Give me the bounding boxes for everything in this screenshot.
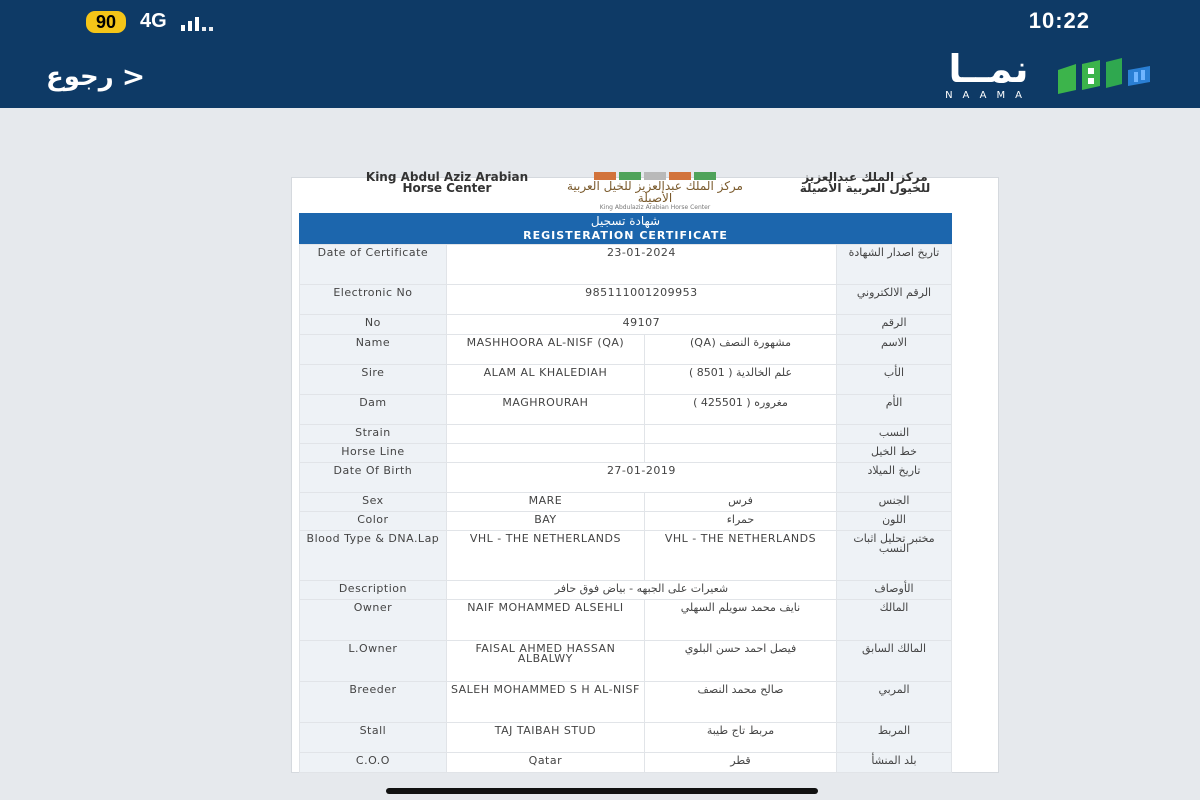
row-value-en: MAGHROURAH	[446, 395, 644, 425]
row-label-en: Name	[300, 335, 447, 365]
row-value-en	[446, 425, 644, 444]
brand-name-ar: نمــا	[948, 47, 1029, 91]
row-value-ar: قطر	[644, 753, 836, 773]
row-label-en: Sex	[300, 493, 447, 512]
status-time: 10:22	[1028, 8, 1090, 33]
row-label-en: Electronic No	[300, 285, 447, 315]
row-value-ar: مربط تاج طيبة	[644, 723, 836, 753]
row-label-en: Stall	[300, 723, 447, 753]
row-label-ar: الأوصاف	[836, 581, 951, 600]
certificate-header	[292, 170, 998, 212]
row-value-ar	[644, 425, 836, 444]
chevron-right-icon: >	[121, 60, 146, 93]
org-logo	[550, 172, 760, 211]
certificate-table	[299, 244, 952, 773]
row-value-en: MARE	[446, 493, 644, 512]
row-label-ar: الأب	[836, 365, 951, 395]
battery-indicator: 90	[86, 11, 126, 33]
row-label-ar: اللون	[836, 512, 951, 531]
row-label-en: No	[300, 315, 447, 335]
table-row	[300, 335, 952, 365]
row-value-ar: مغروره ( 425501 )	[644, 395, 836, 425]
row-value-ar	[644, 444, 836, 463]
row-value-en: MASHHOORA AL-NISF (QA)	[446, 335, 644, 365]
row-value-en	[446, 444, 644, 463]
table-row	[300, 512, 952, 531]
row-label-ar: الاسم	[836, 335, 951, 365]
org-name-en: King Abdul Aziz Arabian Horse Center	[365, 170, 529, 195]
row-label-en: Strain	[300, 425, 447, 444]
table-row	[300, 463, 952, 493]
table-row	[300, 425, 952, 444]
certificate-document	[292, 170, 998, 772]
row-label-ar: الرقم	[836, 315, 951, 335]
row-label-ar: النسب	[836, 425, 951, 444]
row-label-ar: بلد المنشأ	[836, 753, 951, 773]
row-value-ar: علم الخالدية ( 8501 )	[644, 365, 836, 395]
row-value: 49107	[446, 315, 836, 335]
row-label-ar: المربي	[836, 682, 951, 723]
row-value-en: NAIF MOHAMMED ALSEHLI	[446, 600, 644, 641]
brand-wordmark	[945, 47, 1032, 101]
certificate-title	[299, 213, 952, 245]
row-label-ar: المربط	[836, 723, 951, 753]
row-label-en: Sire	[300, 365, 447, 395]
table-row	[300, 365, 952, 395]
back-label: رجوع	[46, 61, 114, 92]
table-row	[300, 600, 952, 641]
table-row	[300, 581, 952, 600]
home-indicator[interactable]	[386, 788, 818, 794]
row-value-ar: فيصل احمد حسن البلوي	[644, 641, 836, 682]
table-row	[300, 641, 952, 682]
row-label-en: Owner	[300, 600, 447, 641]
row-label-en: L.Owner	[300, 641, 447, 682]
table-row	[300, 395, 952, 425]
signal-icon	[181, 13, 213, 31]
row-value-ar: صالح محمد النصف	[644, 682, 836, 723]
certificate-title-ar: شهادة تسجيل	[590, 214, 661, 228]
row-value-en: FAISAL AHMED HASSAN ALBALWY	[446, 641, 644, 682]
row-value: 985111001209953	[446, 285, 836, 315]
table-row	[300, 531, 952, 581]
table-row	[300, 444, 952, 463]
row-label-en: Description	[300, 581, 447, 600]
row-value-ar: فرس	[644, 493, 836, 512]
org-name-ar-center: مركز الملك عبدالعزيز للخيل العربية الأصيلة	[567, 179, 743, 205]
row-value-ar: مشهورة النصف (QA)	[644, 335, 836, 365]
certificate-title-en: REGISTERATION CERTIFICATE	[523, 229, 728, 242]
status-bar	[86, 10, 213, 33]
table-row	[300, 315, 952, 335]
row-value-en: VHL - THE NETHERLANDS	[446, 531, 644, 581]
row-label-ar: المالك	[836, 600, 951, 641]
row-label-ar: الرقم الالكتروني	[836, 285, 951, 315]
row-label-en: Breeder	[300, 682, 447, 723]
naama-logo-icon	[1056, 56, 1152, 96]
table-row	[300, 285, 952, 315]
brand	[945, 47, 1152, 101]
row-label-ar: الأم	[836, 395, 951, 425]
row-label-en: Date Of Birth	[300, 463, 447, 493]
row-value-en: ALAM AL KHALEDIAH	[446, 365, 644, 395]
row-label-ar: خط الخيل	[836, 444, 951, 463]
org-name-en-small: King Abdulaziz Arabian Horse Center	[599, 204, 711, 211]
row-value-en: SALEH MOHAMMED S H AL-NISF	[446, 682, 644, 723]
row-label-ar: مختبر تحليل اثبات النسب	[836, 531, 951, 581]
table-row	[300, 723, 952, 753]
row-label-en: Dam	[300, 395, 447, 425]
row-value: شعيرات على الجبهه - بياض فوق حافر	[446, 581, 836, 600]
row-label-en: C.O.O	[300, 753, 447, 773]
row-label-ar: تاريخ الميلاد	[836, 463, 951, 493]
table-row	[300, 753, 952, 773]
row-label-en: Blood Type & DNA.Lap	[300, 531, 447, 581]
row-value-en: Qatar	[446, 753, 644, 773]
app-header	[0, 0, 1200, 108]
table-row	[300, 245, 952, 285]
table-row	[300, 682, 952, 723]
row-value-en: BAY	[446, 512, 644, 531]
row-value-ar: VHL - THE NETHERLANDS	[644, 531, 836, 581]
row-label-ar: تاريخ اصدار الشهادة	[836, 245, 951, 285]
back-button[interactable]	[46, 60, 145, 93]
row-value: 23-01-2024	[446, 245, 836, 285]
network-type: 4G	[140, 10, 167, 32]
row-value-ar: حمراء	[644, 512, 836, 531]
brand-name-en: NAAMA	[945, 90, 1032, 101]
row-value-en: TAJ TAIBAH STUD	[446, 723, 644, 753]
row-label-ar: الجنس	[836, 493, 951, 512]
row-label-en: Date of Certificate	[300, 245, 447, 285]
row-label-ar: المالك السابق	[836, 641, 951, 682]
row-value-ar: نايف محمد سويلم السهلي	[644, 600, 836, 641]
org-name-ar: مركز الملك عبدالعزيز للخيول العربية الأصيلة	[799, 170, 931, 195]
row-label-en: Color	[300, 512, 447, 531]
table-row	[300, 493, 952, 512]
row-value: 27-01-2019	[446, 463, 836, 493]
row-label-en: Horse Line	[300, 444, 447, 463]
